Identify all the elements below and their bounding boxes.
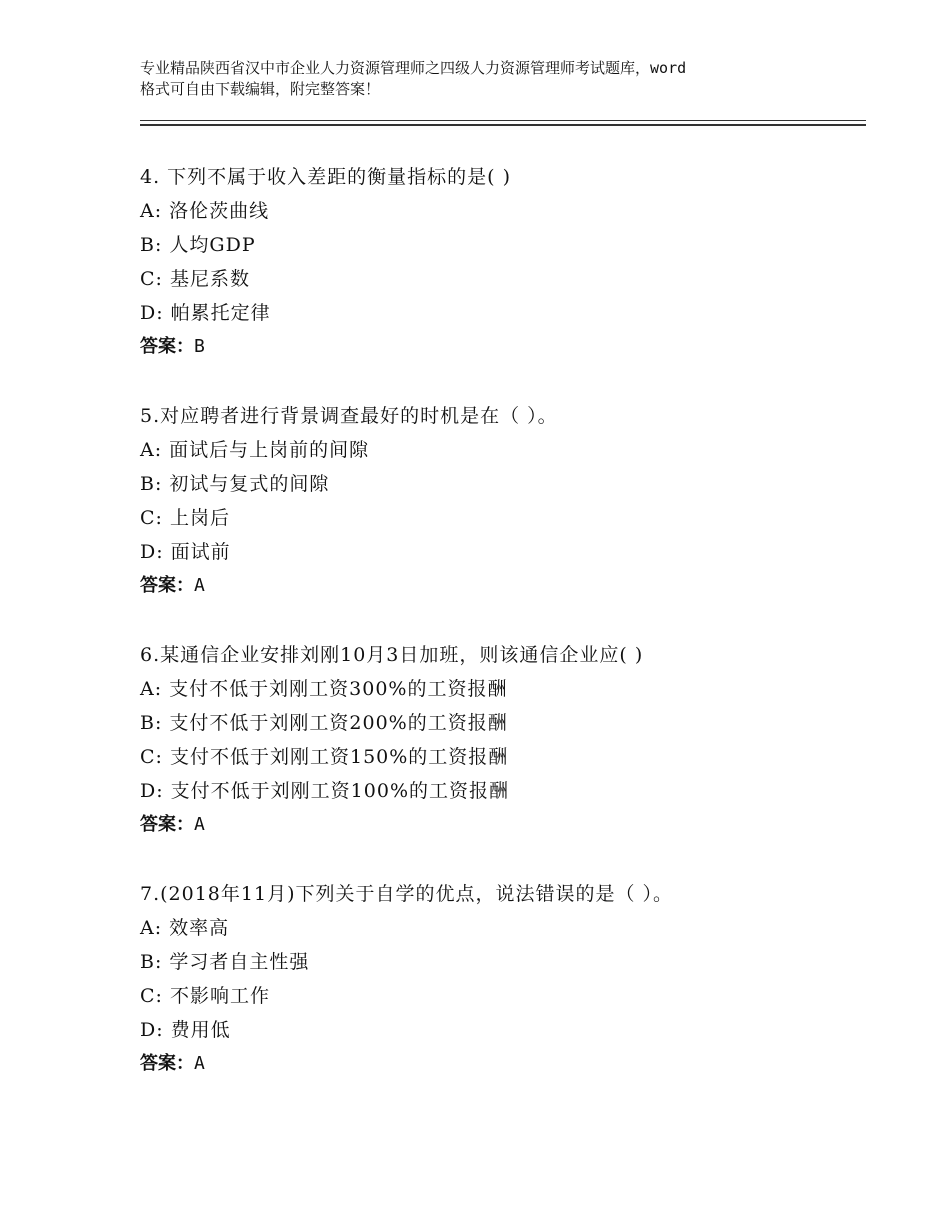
option-d: D: 面试前 (140, 541, 231, 563)
question-stem: 4. 下列不属于收入差距的衡量指标的是( ) (140, 166, 512, 188)
option-a: A: 效率高 (140, 917, 230, 939)
option-b: B: 学习者自主性强 (140, 951, 310, 973)
answer-value: A (194, 575, 205, 596)
option-b: B: 人均GDP (140, 234, 256, 256)
option-d: D: 费用低 (140, 1019, 231, 1041)
header-divider-thick (140, 124, 866, 126)
option-a: A: 洛伦茨曲线 (140, 200, 270, 222)
option-c: C: 支付不低于刘刚工资150%的工资报酬 (140, 746, 509, 768)
answer-label: 答案： (140, 814, 194, 835)
option-a: A: 支付不低于刘刚工资300%的工资报酬 (140, 678, 508, 700)
document-header (140, 58, 840, 100)
question-6 (140, 638, 860, 842)
question-5 (140, 399, 860, 603)
option-a: A: 面试后与上岗前的间隙 (140, 439, 370, 461)
header-divider-thin (140, 120, 866, 121)
option-b: B: 初试与复式的间隙 (140, 473, 330, 495)
option-b: B: 支付不低于刘刚工资200%的工资报酬 (140, 712, 508, 734)
question-stem: 7.(2018年11月)下列关于自学的优点，说法错误的是（ ）。 (140, 883, 674, 905)
question-stem: 6.某通信企业安排刘刚10月3日加班，则该通信企业应( ) (140, 644, 644, 666)
question-7 (140, 877, 860, 1081)
option-d: D: 支付不低于刘刚工资100%的工资报酬 (140, 780, 509, 802)
answer-line (140, 569, 860, 603)
answer-value: A (194, 1053, 205, 1074)
header-line-1: 专业精品陕西省汉中市企业人力资源管理师之四级人力资源管理师考试题库，word (140, 59, 687, 77)
answer-label: 答案： (140, 336, 194, 357)
answer-label: 答案： (140, 575, 194, 596)
answer-value: A (194, 814, 205, 835)
answer-label: 答案： (140, 1053, 194, 1074)
answer-line (140, 1047, 860, 1081)
option-c: C: 基尼系数 (140, 268, 250, 290)
option-c: C: 不影响工作 (140, 985, 270, 1007)
answer-line (140, 808, 860, 842)
header-line-2: 格式可自由下载编辑，附完整答案！ (140, 80, 381, 98)
question-stem: 5.对应聘者进行背景调查最好的时机是在（ ）。 (140, 405, 558, 427)
question-4 (140, 160, 860, 364)
option-d: D: 帕累托定律 (140, 302, 271, 324)
option-c: C: 上岗后 (140, 507, 230, 529)
answer-line (140, 330, 860, 364)
answer-value: B (194, 336, 205, 357)
